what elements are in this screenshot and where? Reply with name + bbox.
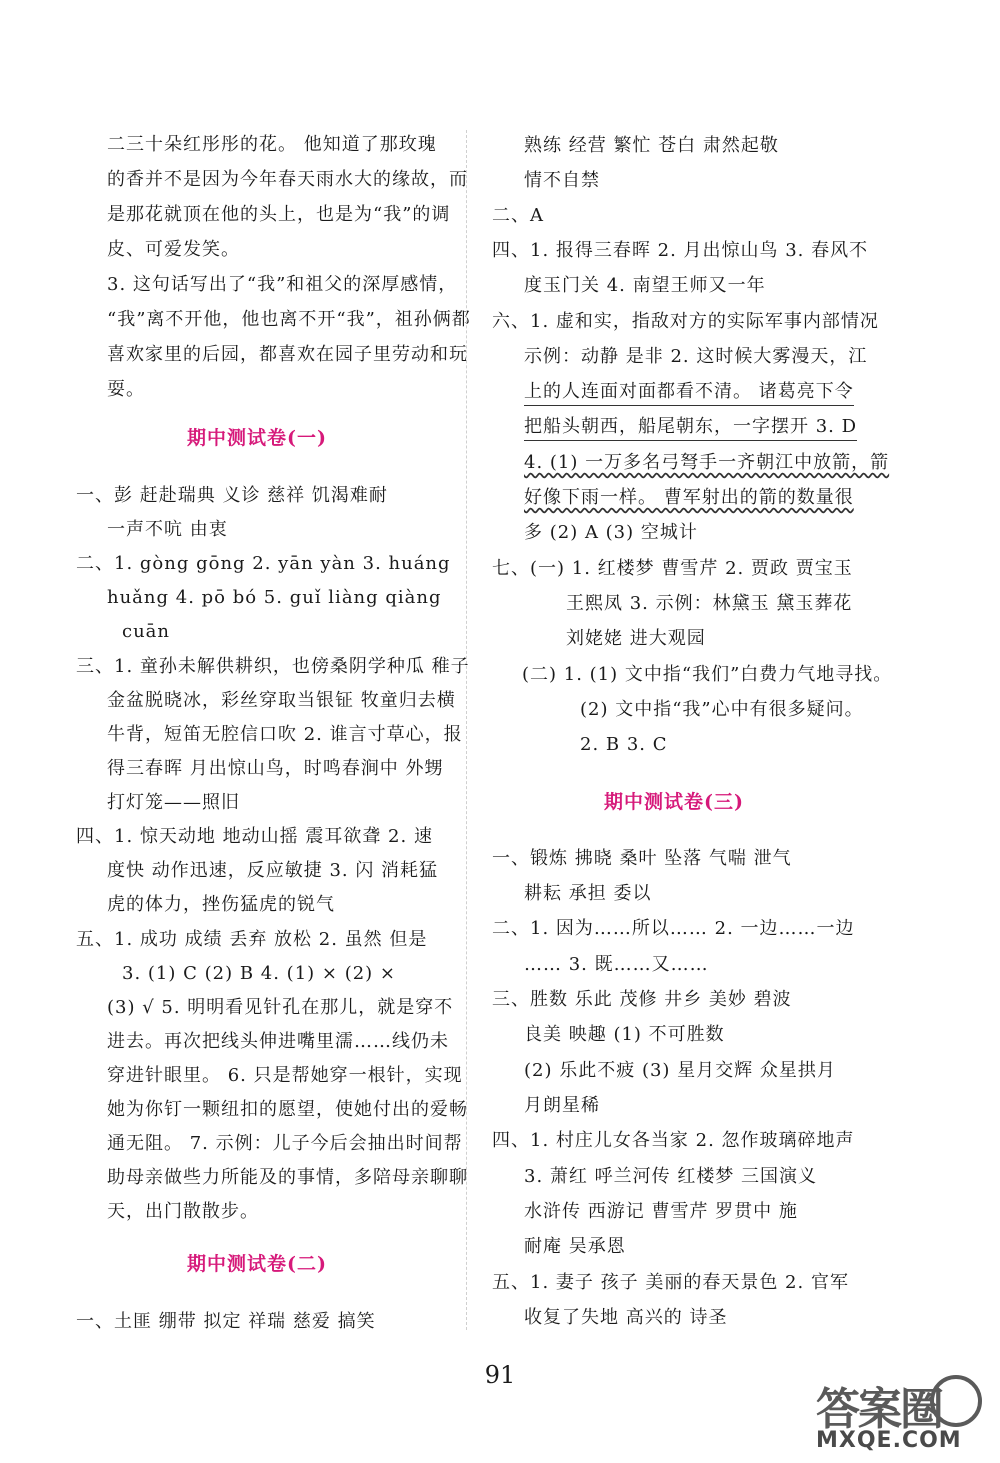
section-heading: 期中测试卷(三) — [604, 791, 744, 813]
answer-line: huǎng 4. pō bó 5. guǐ liàng qiàng — [107, 587, 442, 608]
text-line: 喜欢家里的后园，都喜欢在园子里劳动和玩 — [107, 344, 468, 365]
answer-line: 六、1. 虚和实，指敌对方的实际军事内部情况 — [492, 311, 879, 332]
answer-line: 一声不吭 由衷 — [107, 519, 228, 540]
answer-line: 3. (1) C (2) B 4. (1) × (2) × — [122, 963, 396, 984]
answer-line: 耐庵 吴承恩 — [524, 1236, 626, 1257]
answer-line: 打灯笼——照旧 — [107, 792, 240, 813]
answer-line: 一、土匪 绷带 拟定 祥瑞 慈爱 搞笑 — [76, 1311, 376, 1332]
answer-line: 3. 萧红 呼兰河传 红楼梦 三国演义 — [524, 1166, 818, 1187]
answer-line: (二) 1. (1) 文中指“我们”白费力气地寻找。 — [522, 664, 893, 685]
answer-line: 耕耘 承担 委以 — [524, 883, 652, 904]
watermark-logo: 答案圈 — [816, 1384, 942, 1435]
answer-line: 2. B 3. C — [580, 734, 668, 755]
wavy-underlined-line: 好像下雨一样。 曹军射出的箭的数量很 — [524, 487, 854, 508]
text-line: 皮、可爱发笑。 — [107, 239, 240, 260]
answer-line: 示例：动静 是非 2. 这时候大雾漫天，江 — [524, 346, 868, 367]
answer-line: 进去。再次把线头伸进嘴里濡……线仍未 — [107, 1031, 449, 1052]
answer-line: 二、A — [492, 205, 544, 226]
answer-line: 王熙凤 3. 示例：林黛玉 黛玉葬花 — [566, 593, 853, 614]
text-line: 二三十朵红彤彤的花。 他知道了那玫瑰 — [107, 134, 437, 155]
answer-line: (2) 文中指“我”心中有很多疑问。 — [580, 699, 864, 720]
text-line: “我”离不开他，他也离不开“我”，祖孙俩都 — [107, 309, 471, 330]
answer-line: 度快 动作迅速，反应敏捷 3. 闪 消耗猛 — [107, 860, 439, 881]
answer-line: 二、1. gòng gōng 2. yān yàn 3. huáng — [76, 553, 451, 574]
answer-line: (3) √ 5. 明明看见针孔在那儿，就是穿不 — [107, 997, 454, 1018]
wavy-underlined-line: 4. (1) 一万多名弓弩手一齐朝江中放箭，箭 — [524, 452, 890, 473]
text-line: 耍。 — [107, 379, 145, 400]
answer-line: 一、锻炼 拂晓 桑叶 坠落 气喘 泄气 — [492, 848, 792, 869]
answer-line: 通无阻。 7. 示例：儿子今后会抽出时间帮 — [107, 1133, 463, 1154]
answer-line: 水浒传 西游记 曹雪芹 罗贯中 施 — [524, 1201, 798, 1222]
answer-line: cuān — [122, 621, 170, 642]
column-divider — [466, 130, 467, 1330]
answer-line: 二、1. 因为……所以…… 2. 一边……一边 — [492, 918, 855, 939]
answer-line: 刘姥姥 进大观园 — [566, 628, 706, 649]
watermark-site: MXQE.COM — [816, 1428, 962, 1453]
answer-line: 金盆脱晓冰，彩丝穿取当银钲 牧童归去横 — [107, 690, 456, 711]
answer-line: (2) 乐此不疲 (3) 星月交辉 众星拱月 — [524, 1060, 836, 1081]
answer-line: 三、胜数 乐此 茂修 井乡 美妙 碧波 — [492, 989, 792, 1010]
answer-line: 天，出门散散步。 — [107, 1201, 259, 1222]
answer-line: 四、1. 惊天动地 地动山摇 震耳欲聋 2. 速 — [76, 826, 433, 847]
answer-line: 一、彭 赶赴瑞典 义诊 慈祥 饥渴难耐 — [76, 485, 388, 506]
answer-line: 良美 映趣 (1) 不可胜数 — [524, 1024, 725, 1045]
underlined-line: 上的人连面对面都看不清。 诸葛亮下令 — [524, 380, 854, 406]
answer-line: 熟练 经营 繁忙 苍白 肃然起敬 — [524, 135, 779, 156]
answer-line: 得三春晖 月出惊山鸟，时鸣春涧中 外甥 — [107, 758, 444, 779]
answer-line: 多 (2) A (3) 空城计 — [524, 522, 698, 543]
underlined-line: 把船头朝西，船尾朝东，一字摆开 3. D — [524, 415, 857, 441]
answer-line: 四、1. 村庄儿女各当家 2. 忽作玻璃碎地声 — [492, 1130, 855, 1151]
answer-line: 四、1. 报得三春晖 2. 月出惊山鸟 3. 春风不 — [492, 240, 869, 261]
answer-line: 度玉门关 4. 南望王师又一年 — [524, 275, 766, 296]
answer-line: 情不自禁 — [524, 170, 600, 191]
section-heading: 期中测试卷(一) — [187, 427, 327, 449]
answer-line: 收复了失地 高兴的 诗圣 — [524, 1307, 728, 1328]
answer-line: 助母亲做些力所能及的事情，多陪母亲聊聊 — [107, 1167, 468, 1188]
answer-line: 她为你钉一颗纽扣的愿望，使她付出的爱畅 — [107, 1099, 468, 1120]
watermark — [816, 1373, 986, 1453]
answer-line: 五、1. 妻子 孩子 美丽的春天景色 2. 官军 — [492, 1272, 849, 1293]
answer-line: 月朗星稀 — [524, 1095, 600, 1116]
text-line: 的香并不是因为今年春天雨水大的缘故，而 — [107, 169, 468, 190]
answer-line: 牛背，短笛无腔信口吹 2. 谁言寸草心，报 — [107, 724, 463, 745]
answer-line: 穿进针眼里。 6. 只是帮她穿一根针，实现 — [107, 1065, 463, 1086]
answer-line: 五、1. 成功 成绩 丢弃 放松 2. 虽然 但是 — [76, 929, 428, 950]
section-heading: 期中测试卷(二) — [187, 1253, 327, 1275]
answer-line: …… 3. 既……又…… — [524, 954, 709, 975]
answer-line: 七、(一) 1. 红楼梦 曹雪芹 2. 贾政 贾宝玉 — [492, 558, 853, 579]
text-line: 是那花就顶在他的头上，也是为“我”的调 — [107, 204, 451, 225]
answer-line: 虎的体力，挫伤猛虎的锐气 — [107, 894, 335, 915]
page-number: 91 — [484, 1361, 516, 1389]
answer-line: 三、1. 童孙未解供耕织，也傍桑阴学种瓜 稚子 — [76, 656, 470, 677]
text-line: 3. 这句话写出了“我”和祖父的深厚感情， — [107, 274, 458, 295]
watermark-badge-icon — [930, 1375, 982, 1427]
